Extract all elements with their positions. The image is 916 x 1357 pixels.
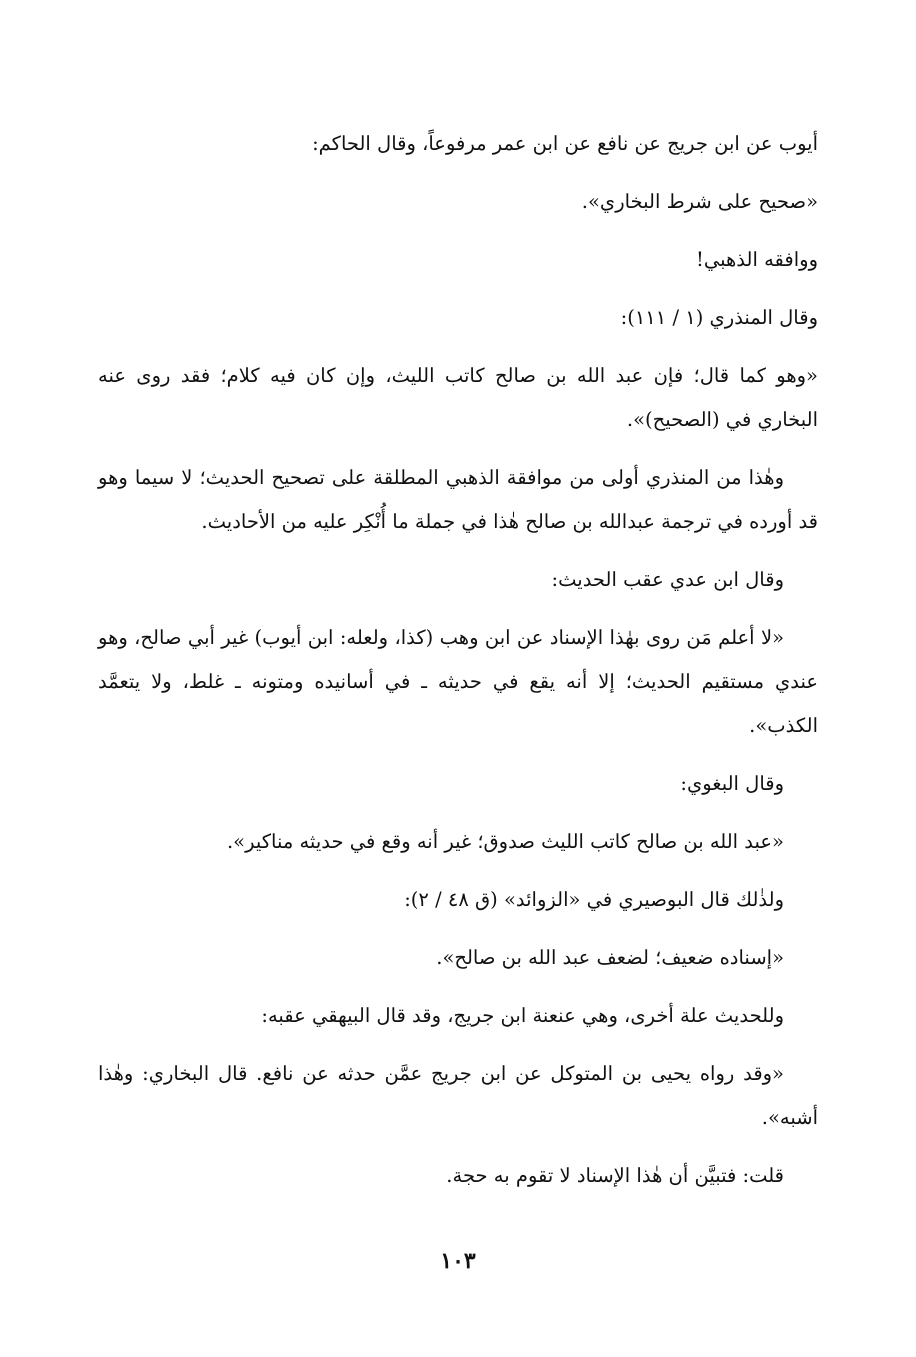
paragraph: «لا أعلم مَن روى بهٰذا الإسناد عن ابن وهب (كذا، ولعله: ابن أيوب) غير أبي صالح، وهو عندي مستقيم الحديث؛ إلا أنه يقع في حديثه ـ في أسانيده ومتونه ـ غلط، ولا يتعمَّد الكذب».	[98, 626, 818, 737]
paragraph: وهٰذا من المنذري أولى من موافقة الذهبي المطلقة على تصحيح الحديث؛ لا سيما وهو قد أورده في ترجمة عبدالله بن صالح هٰذا في جملة ما أُنْكِر عليه من الأحاديث.	[98, 466, 818, 533]
paragraph: أيوب عن ابن جريج عن نافع عن ابن عمر مرفوعاً، وقال الحاكم:	[312, 132, 818, 155]
paragraph: «وقد رواه يحيى بن المتوكل عن ابن جريج عمَّن حدثه عن نافع. قال البخاري: وهٰذا أشبه».	[98, 1062, 818, 1129]
paragraph: «وهو كما قال؛ فإن عبد الله بن صالح كاتب الليث، وإن كان فيه كلام؛ فقد روى عنه البخاري في (الصحيح)».	[98, 364, 818, 431]
paragraph: وللحديث علة أخرى، وهي عنعنة ابن جريج، وقد قال البيهقي عقبه:	[261, 1004, 784, 1027]
paragraph: ولذٰلك قال البوصيري في «الزوائد» (ق ٤٨ / ٢):	[404, 888, 784, 911]
page-number: ١٠٣	[440, 1248, 476, 1274]
paragraph: «إسناده ضعيف؛ لضعف عبد الله بن صالح».	[436, 946, 784, 969]
paragraph: وقال المنذري (١ / ١١١):	[620, 306, 818, 329]
paragraph: وقال ابن عدي عقب الحديث:	[551, 568, 784, 591]
paragraph: «عبد الله بن صالح كاتب الليث صدوق؛ غير أنه وقع في حديثه مناكير».	[226, 830, 784, 853]
paragraph: قلت: فتبيَّن أن هٰذا الإسناد لا تقوم به حجة.	[446, 1164, 784, 1187]
paragraph: وقال البغوي:	[680, 772, 784, 795]
paragraph: «صحيح على شرط البخاري».	[581, 190, 818, 213]
paragraph: ووافقه الذهبي!	[696, 248, 818, 271]
body-text	[98, 122, 818, 1212]
